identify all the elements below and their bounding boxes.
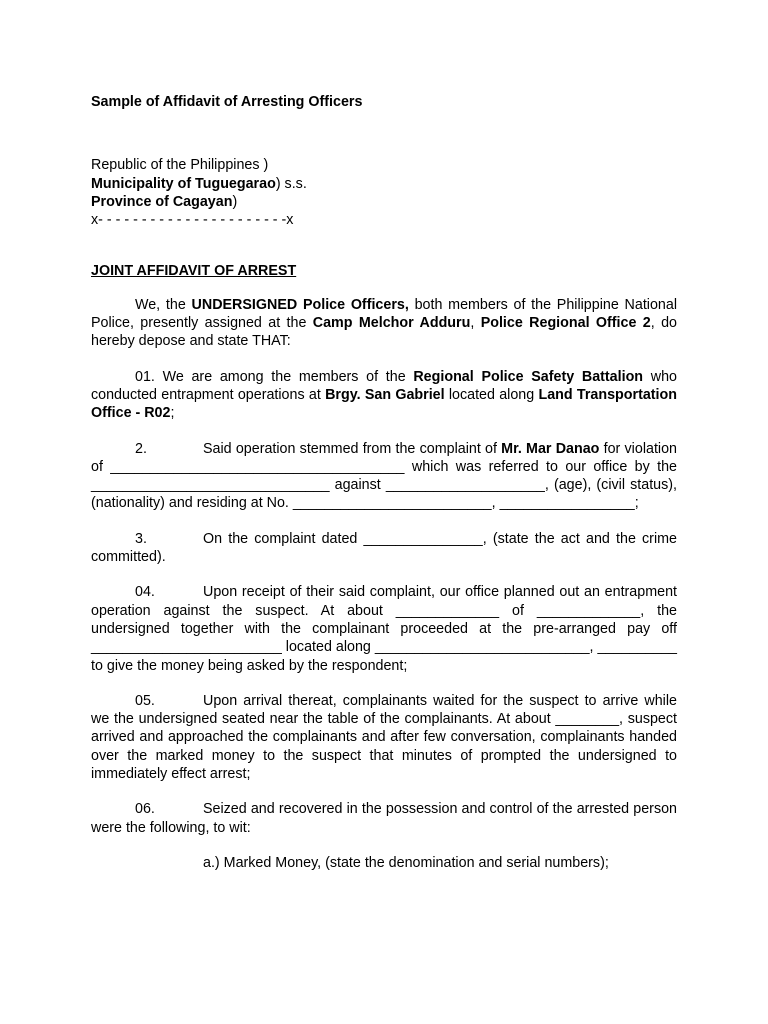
para01-bold-lto: Land Transportation Office - R02	[91, 386, 677, 422]
para06-text: Seized and recovered in the possession and control of the arrested person were the following, to wit:	[91, 801, 677, 836]
intro-text-3: ,	[470, 315, 481, 332]
intro-bold-office: Police Regional Office 2	[480, 315, 651, 332]
document-title: Sample of Affidavit of Arresting Officers	[91, 94, 363, 110]
para01-text-1: 01. We are among the members of the	[135, 368, 414, 385]
intro-bold-officers: UNDERSIGNED Police Officers,	[191, 296, 409, 313]
para05-text: Upon arrival thereat, complainants waited for the suspect to arrive while we the undersigned seated near the table of the complainants. At about ________, suspect arrived and approached the complainants and after few conversation, complainants handed over the marked money to the suspect that minutes of prompted the undersigned to immediately effect arrest;	[91, 692, 677, 783]
intro-text-4: , do hereby depose and state THAT:	[91, 315, 677, 350]
venue-caption	[91, 156, 677, 229]
caption-municipality	[91, 175, 677, 193]
para3-number: 3.	[135, 530, 147, 547]
province-name: Province of Cagayan	[91, 193, 233, 210]
para06-number: 06.	[135, 801, 155, 818]
seized-item-a: a.) Marked Money, (state the denomination and serial numbers);	[203, 854, 609, 871]
para2-text-1: Said operation stemmed from the complaint of	[203, 440, 502, 457]
affidavit-heading: JOINT AFFIDAVIT OF ARREST	[91, 263, 297, 280]
para2-number: 2.	[135, 440, 147, 457]
para04-number: 04.	[135, 584, 155, 601]
caption-province	[91, 193, 677, 211]
para2-bold-complainant: Mr. Mar Danao	[501, 440, 600, 457]
para01-text-3: located along	[444, 386, 539, 403]
intro-bold-camp: Camp Melchor Adduru	[312, 315, 471, 332]
para01-bold-barangay: Brgy. San Gabriel	[325, 386, 445, 403]
intro-paragraph	[91, 296, 677, 351]
paragraph-01	[91, 368, 677, 423]
para01-bold-battalion: Regional Police Safety Battalion	[413, 368, 644, 385]
paragraph-3	[91, 530, 677, 567]
paragraph-05	[91, 692, 677, 783]
caption-republic: Republic of the Philippines )	[91, 157, 269, 174]
para3-text: On the complaint dated _______________, (state the act and the crime committed).	[91, 530, 677, 566]
document-page	[91, 93, 677, 872]
para04-text: Upon receipt of their said complaint, our office planned out an entrapment operation against the suspect. At about _____________ of _____________, the undersigned together with the complainant proceeded at the pre-arranged pay off ________________________ located along ___________________________, __________ to give the money being asked by the respondent;	[91, 584, 677, 674]
paragraph-2	[91, 440, 677, 513]
para01-text-4: ;	[170, 405, 175, 422]
caption-paren: )	[232, 193, 238, 210]
paragraph-04	[91, 583, 677, 674]
intro-text-2: both members of the Philippine National Police, presently assigned at the	[91, 296, 677, 332]
para01-text-2: who conducted entrapment operations at	[91, 368, 677, 403]
municipality-name: Municipality of Tuguegarao	[91, 175, 276, 192]
para2-text-2: for violation of _____________________________________ which was referred to our office by the ______________________________ against ____________________, (age), (civil status), (nationality) and residing at No. _________________________, _________________;	[91, 440, 677, 512]
paragraph-06	[91, 800, 677, 837]
para05-number: 05.	[135, 692, 155, 709]
caption-separator: x- - - - - - - - - - - - - - - - - - - - - -x	[91, 212, 294, 229]
intro-text-1: We, the	[135, 296, 192, 313]
caption-ss: ) s.s.	[275, 175, 307, 192]
